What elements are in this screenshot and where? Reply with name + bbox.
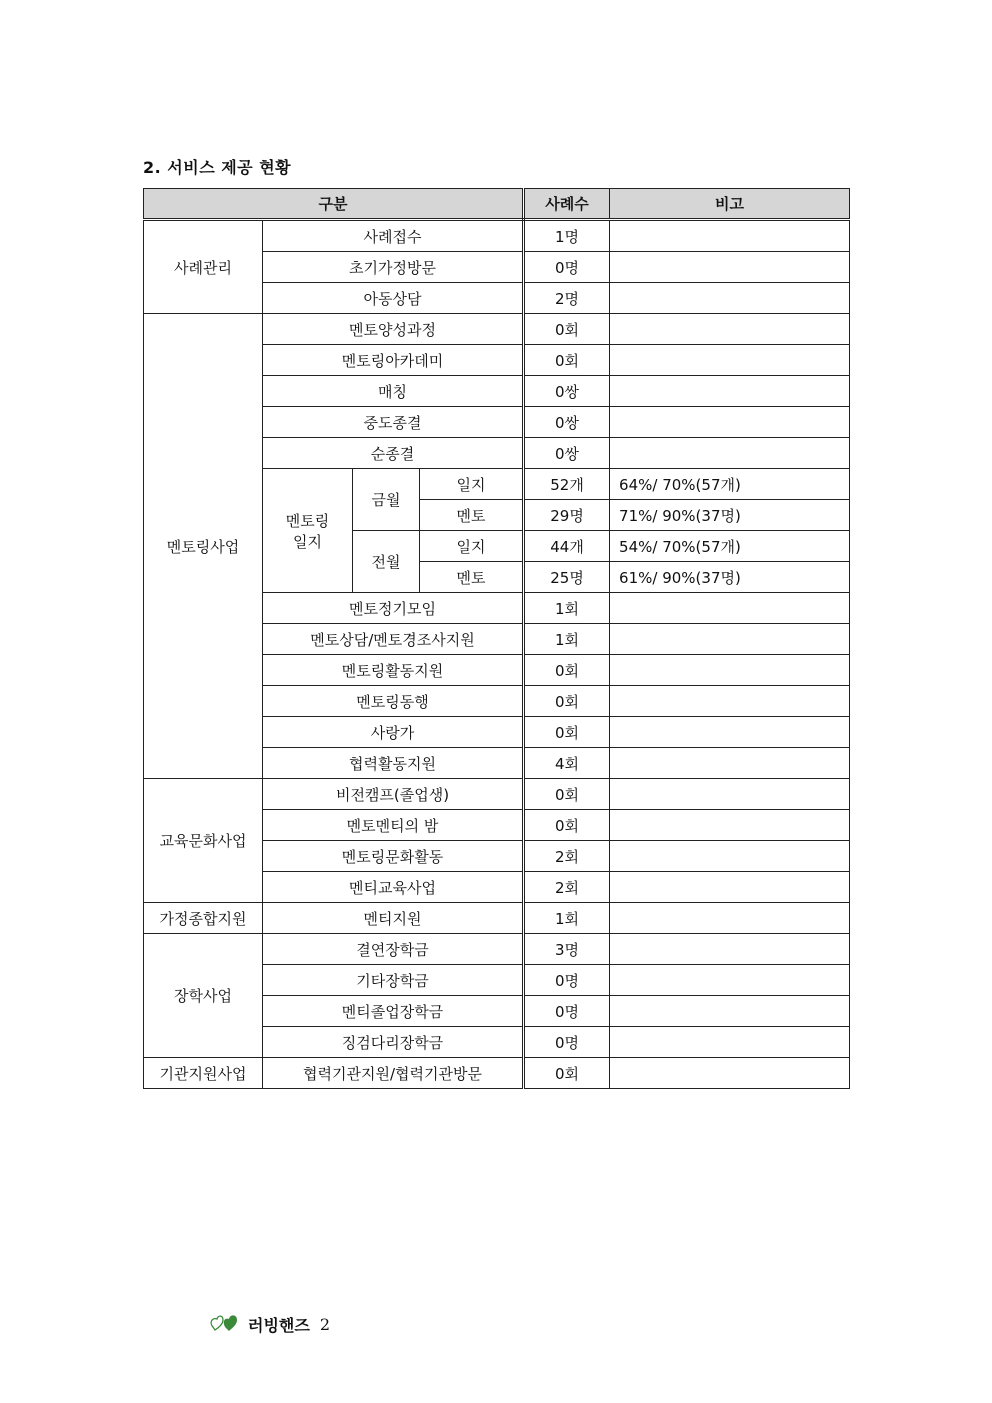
header-category: 구분	[144, 189, 524, 220]
row-item-label: 멘토	[420, 500, 524, 531]
row-count: 0회	[524, 810, 610, 841]
table-row	[144, 934, 850, 965]
row-note	[610, 841, 850, 872]
row-count: 29명	[524, 500, 610, 531]
row-item-label: 일지	[420, 469, 524, 500]
page-number: 2	[319, 1314, 331, 1334]
row-count: 4회	[524, 748, 610, 779]
service-status-table	[143, 188, 850, 1089]
row-item-label: 멘토정기모임	[263, 593, 524, 624]
row-item-label: 아동상담	[263, 283, 524, 314]
row-item-label: 멘토상담/멘토경조사지원	[263, 624, 524, 655]
row-item-label: 멘토양성과정	[263, 314, 524, 345]
table-header-row	[144, 189, 850, 220]
row-count: 3명	[524, 934, 610, 965]
page-footer	[209, 1311, 330, 1337]
month-label-this_month: 금월	[353, 469, 420, 531]
row-item-label: 초기가정방문	[263, 252, 524, 283]
row-count: 0회	[524, 345, 610, 376]
row-count: 0회	[524, 686, 610, 717]
row-note	[610, 314, 850, 345]
row-note	[610, 965, 850, 996]
table-row	[144, 220, 850, 252]
row-note	[610, 686, 850, 717]
row-item-label: 비전캠프(졸업생)	[263, 779, 524, 810]
row-note	[610, 345, 850, 376]
row-note	[610, 810, 850, 841]
table-row	[144, 1058, 850, 1089]
row-note	[610, 283, 850, 314]
header-count: 사례수	[524, 189, 610, 220]
row-item-label: 사랑가	[263, 717, 524, 748]
row-count: 0회	[524, 655, 610, 686]
row-note: 64%/ 70%(57개)	[610, 469, 850, 500]
row-count: 0회	[524, 1058, 610, 1089]
row-note	[610, 748, 850, 779]
row-item-label: 멘토멘티의 밤	[263, 810, 524, 841]
row-note	[610, 252, 850, 283]
row-item-label: 멘티졸업장학금	[263, 996, 524, 1027]
row-note: 54%/ 70%(57개)	[610, 531, 850, 562]
row-count: 0회	[524, 717, 610, 748]
row-count: 1회	[524, 624, 610, 655]
row-item-label: 순종결	[263, 438, 524, 469]
group-label-mentoring: 멘토링사업	[144, 314, 263, 779]
row-note	[610, 934, 850, 965]
group-label-scholarship: 장학사업	[144, 934, 263, 1058]
row-note	[610, 996, 850, 1027]
table-row	[144, 903, 850, 934]
row-item-label: 일지	[420, 531, 524, 562]
row-count: 1명	[524, 220, 610, 252]
row-item-label: 사례접수	[263, 220, 524, 252]
row-count: 2회	[524, 841, 610, 872]
row-item-label: 멘토	[420, 562, 524, 593]
row-item-label: 협력활동지원	[263, 748, 524, 779]
row-count: 1회	[524, 593, 610, 624]
row-count: 52개	[524, 469, 610, 500]
row-note: 61%/ 90%(37명)	[610, 562, 850, 593]
row-count: 0명	[524, 965, 610, 996]
row-count: 2명	[524, 283, 610, 314]
hands-heart-icon	[209, 1311, 245, 1337]
row-item-label: 결연장학금	[263, 934, 524, 965]
group-label-education: 교육문화사업	[144, 779, 263, 903]
row-item-label: 협력기관지원/협력기관방문	[263, 1058, 524, 1089]
row-note	[610, 593, 850, 624]
row-note	[610, 624, 850, 655]
header-note: 비고	[610, 189, 850, 220]
group-label-home: 가정종합지원	[144, 903, 263, 934]
footer-brand: 러빙핸즈	[248, 1315, 310, 1335]
table-row	[144, 779, 850, 810]
row-count: 0명	[524, 252, 610, 283]
row-note	[610, 438, 850, 469]
row-count: 0회	[524, 779, 610, 810]
row-note	[610, 1027, 850, 1058]
group-label-agency: 기관지원사업	[144, 1058, 263, 1089]
row-item-label: 멘티지원	[263, 903, 524, 934]
row-item-label: 멘토링아카데미	[263, 345, 524, 376]
row-count: 0명	[524, 1027, 610, 1058]
section-title: 2. 서비스 제공 현황	[143, 158, 292, 177]
row-count: 0쌍	[524, 376, 610, 407]
row-count: 1회	[524, 903, 610, 934]
row-count: 0명	[524, 996, 610, 1027]
row-count: 25명	[524, 562, 610, 593]
row-item-label: 멘토링문화활동	[263, 841, 524, 872]
row-note	[610, 220, 850, 252]
row-note	[610, 717, 850, 748]
row-item-label: 기타장학금	[263, 965, 524, 996]
row-note	[610, 872, 850, 903]
group-label-case: 사례관리	[144, 220, 263, 314]
month-label-last_month: 전월	[353, 531, 420, 593]
row-note	[610, 376, 850, 407]
row-item-label: 중도종결	[263, 407, 524, 438]
row-note	[610, 407, 850, 438]
group-label-mentoring-journal: 멘토링 일지	[263, 469, 353, 593]
row-item-label: 징검다리장학금	[263, 1027, 524, 1058]
row-count: 2회	[524, 872, 610, 903]
row-item-label: 멘토링동행	[263, 686, 524, 717]
row-item-label: 멘토링활동지원	[263, 655, 524, 686]
row-count: 0쌍	[524, 438, 610, 469]
row-note	[610, 1058, 850, 1089]
row-note	[610, 779, 850, 810]
row-item-label: 매칭	[263, 376, 524, 407]
table-row	[144, 314, 850, 345]
row-item-label: 멘티교육사업	[263, 872, 524, 903]
row-note	[610, 903, 850, 934]
row-note: 71%/ 90%(37명)	[610, 500, 850, 531]
row-note	[610, 655, 850, 686]
row-count: 44개	[524, 531, 610, 562]
row-count: 0쌍	[524, 407, 610, 438]
row-count: 0회	[524, 314, 610, 345]
